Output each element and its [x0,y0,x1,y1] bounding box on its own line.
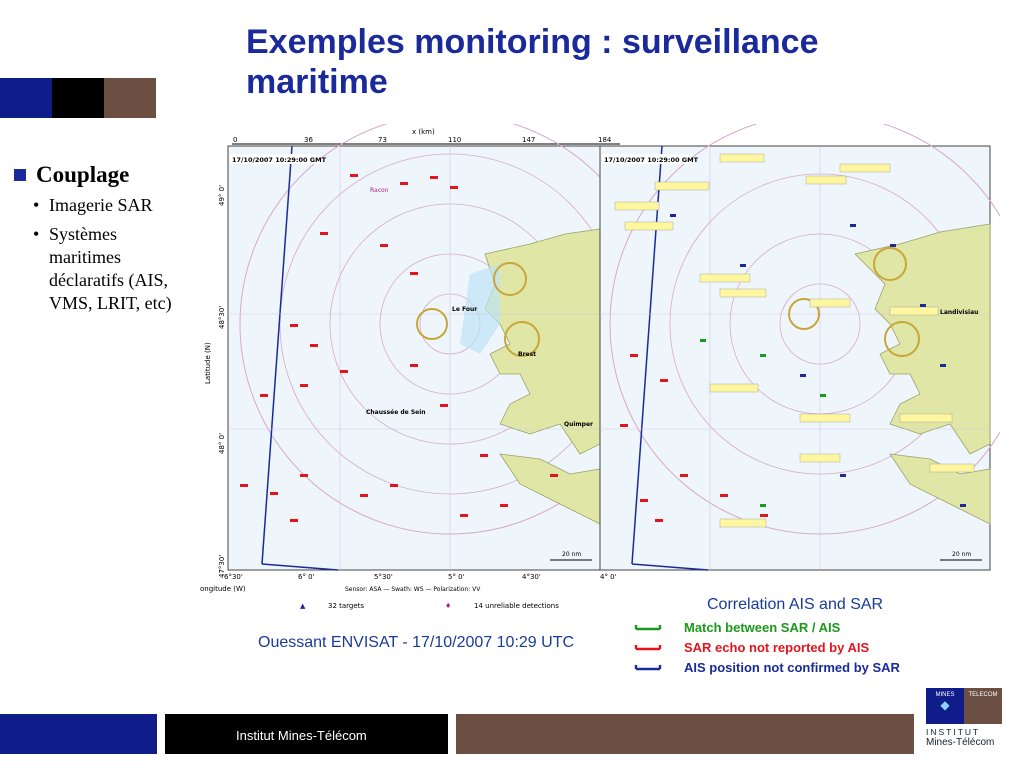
bullet-item [29,194,202,217]
legend-item-label: SAR echo not reported by AIS [684,640,870,655]
sar-ais-map-figure [200,124,1000,614]
place-label: Brest [518,351,537,358]
dot-bullet-icon: • [33,224,40,244]
lon-tick: 6° 0' [298,573,315,581]
green-double-arrow-icon [634,623,664,633]
y-axis-label: Latitude (N) [204,342,212,384]
right-scale-label: 20 nm [952,551,972,558]
logo-institut-text: INSTITUT [926,727,981,737]
x-ticks-top [233,136,612,144]
legend-item-label: AIS position not confirmed by SAR [684,660,900,675]
bullet-item-text: Systèmes maritimes déclaratifs (AIS, VMS, LRIT, etc) [49,224,172,313]
square-bullet-icon [14,169,26,181]
bullet-list [12,162,202,315]
x-axis-label: ongitude (W) [200,585,246,593]
place-label: Landivisiau [940,309,979,316]
footer-text: Institut Mines-Télécom [236,728,367,743]
legend-item-ais [634,660,900,675]
lat-tick: 47°30' [218,554,226,578]
place-label: Racon [370,187,389,194]
x-axis-top-label: x (km) [412,128,435,136]
lon-tick: 5° 0' [448,573,465,581]
logo-mines-block [926,688,964,724]
bullet-heading-text: Couplage [36,162,130,187]
lon-tick: 4°30' [522,573,541,581]
logo-mines-text: MINES [935,692,955,698]
diamond-icon: ◆ [940,698,950,712]
place-label: Quimper [564,421,594,428]
dot-bullet-icon: • [33,195,40,215]
left-map-panel [228,124,660,570]
diamond-icon: ♦ [445,602,452,610]
logo-telecom-text: TELECOM [968,692,998,698]
left-map-timestamp: 17/10/2007 10:29:00 GMT [232,156,327,164]
sensor-info: Sensor: ASA — Swath: WS — Polarization: VV [345,586,481,593]
x-tick-top: 36 [304,136,313,144]
footer-brown-bar [456,714,914,754]
color-strip-navy [0,78,52,118]
lat-tick: 48°30' [218,305,226,329]
targets-count: 32 targets [328,602,365,610]
logo-telecom-block [964,688,1002,724]
institut-mines-telecom-logo [926,688,1004,758]
lat-tick: 49° 0' [218,184,226,206]
bullet-item-text: Imagerie SAR [49,195,153,215]
legend-item-label: Match between SAR / AIS [684,620,841,635]
lat-tick: 48° 0' [218,432,226,454]
x-tick-top: 0 [233,136,238,144]
page-title [246,22,946,102]
red-double-arrow-icon [634,643,664,653]
left-scale-label: 20 nm [562,551,582,558]
lon-tick: 5°30' [374,573,393,581]
logo-name-text: Mines-Télécom [926,737,995,748]
bullet-item [29,223,189,315]
lon-tick: 6°30' [224,573,243,581]
legend-title: Correlation AIS and SAR [707,596,884,613]
blue-double-arrow-icon [634,663,664,673]
footer-navy-bar [0,714,157,754]
right-map-panel [600,124,1000,570]
bullet-heading [12,162,202,188]
legend-item-match [634,620,840,635]
legend-item-sar [634,640,869,655]
place-label: Chaussée de Sein [366,409,426,416]
title-line-1: Exemples monitoring : surveillance [246,23,819,61]
color-strip-brown [104,78,156,118]
lon-tick: 4° 0' [600,573,617,581]
figure-caption: Ouessant ENVISAT - 17/10/2007 10:29 UTC [258,634,575,651]
triangle-icon: ▲ [300,602,306,610]
place-label: Le Four [452,306,478,313]
x-tick-top: 184 [598,136,612,144]
color-strip-black [52,78,104,118]
x-tick-top: 147 [522,136,536,144]
x-tick-top: 110 [448,136,462,144]
unreliable-detections: 14 unreliable detections [474,602,559,610]
x-tick-top: 73 [378,136,387,144]
title-line-2: maritime [246,63,388,101]
right-map-timestamp: 17/10/2007 10:29:00 GMT [604,156,699,164]
